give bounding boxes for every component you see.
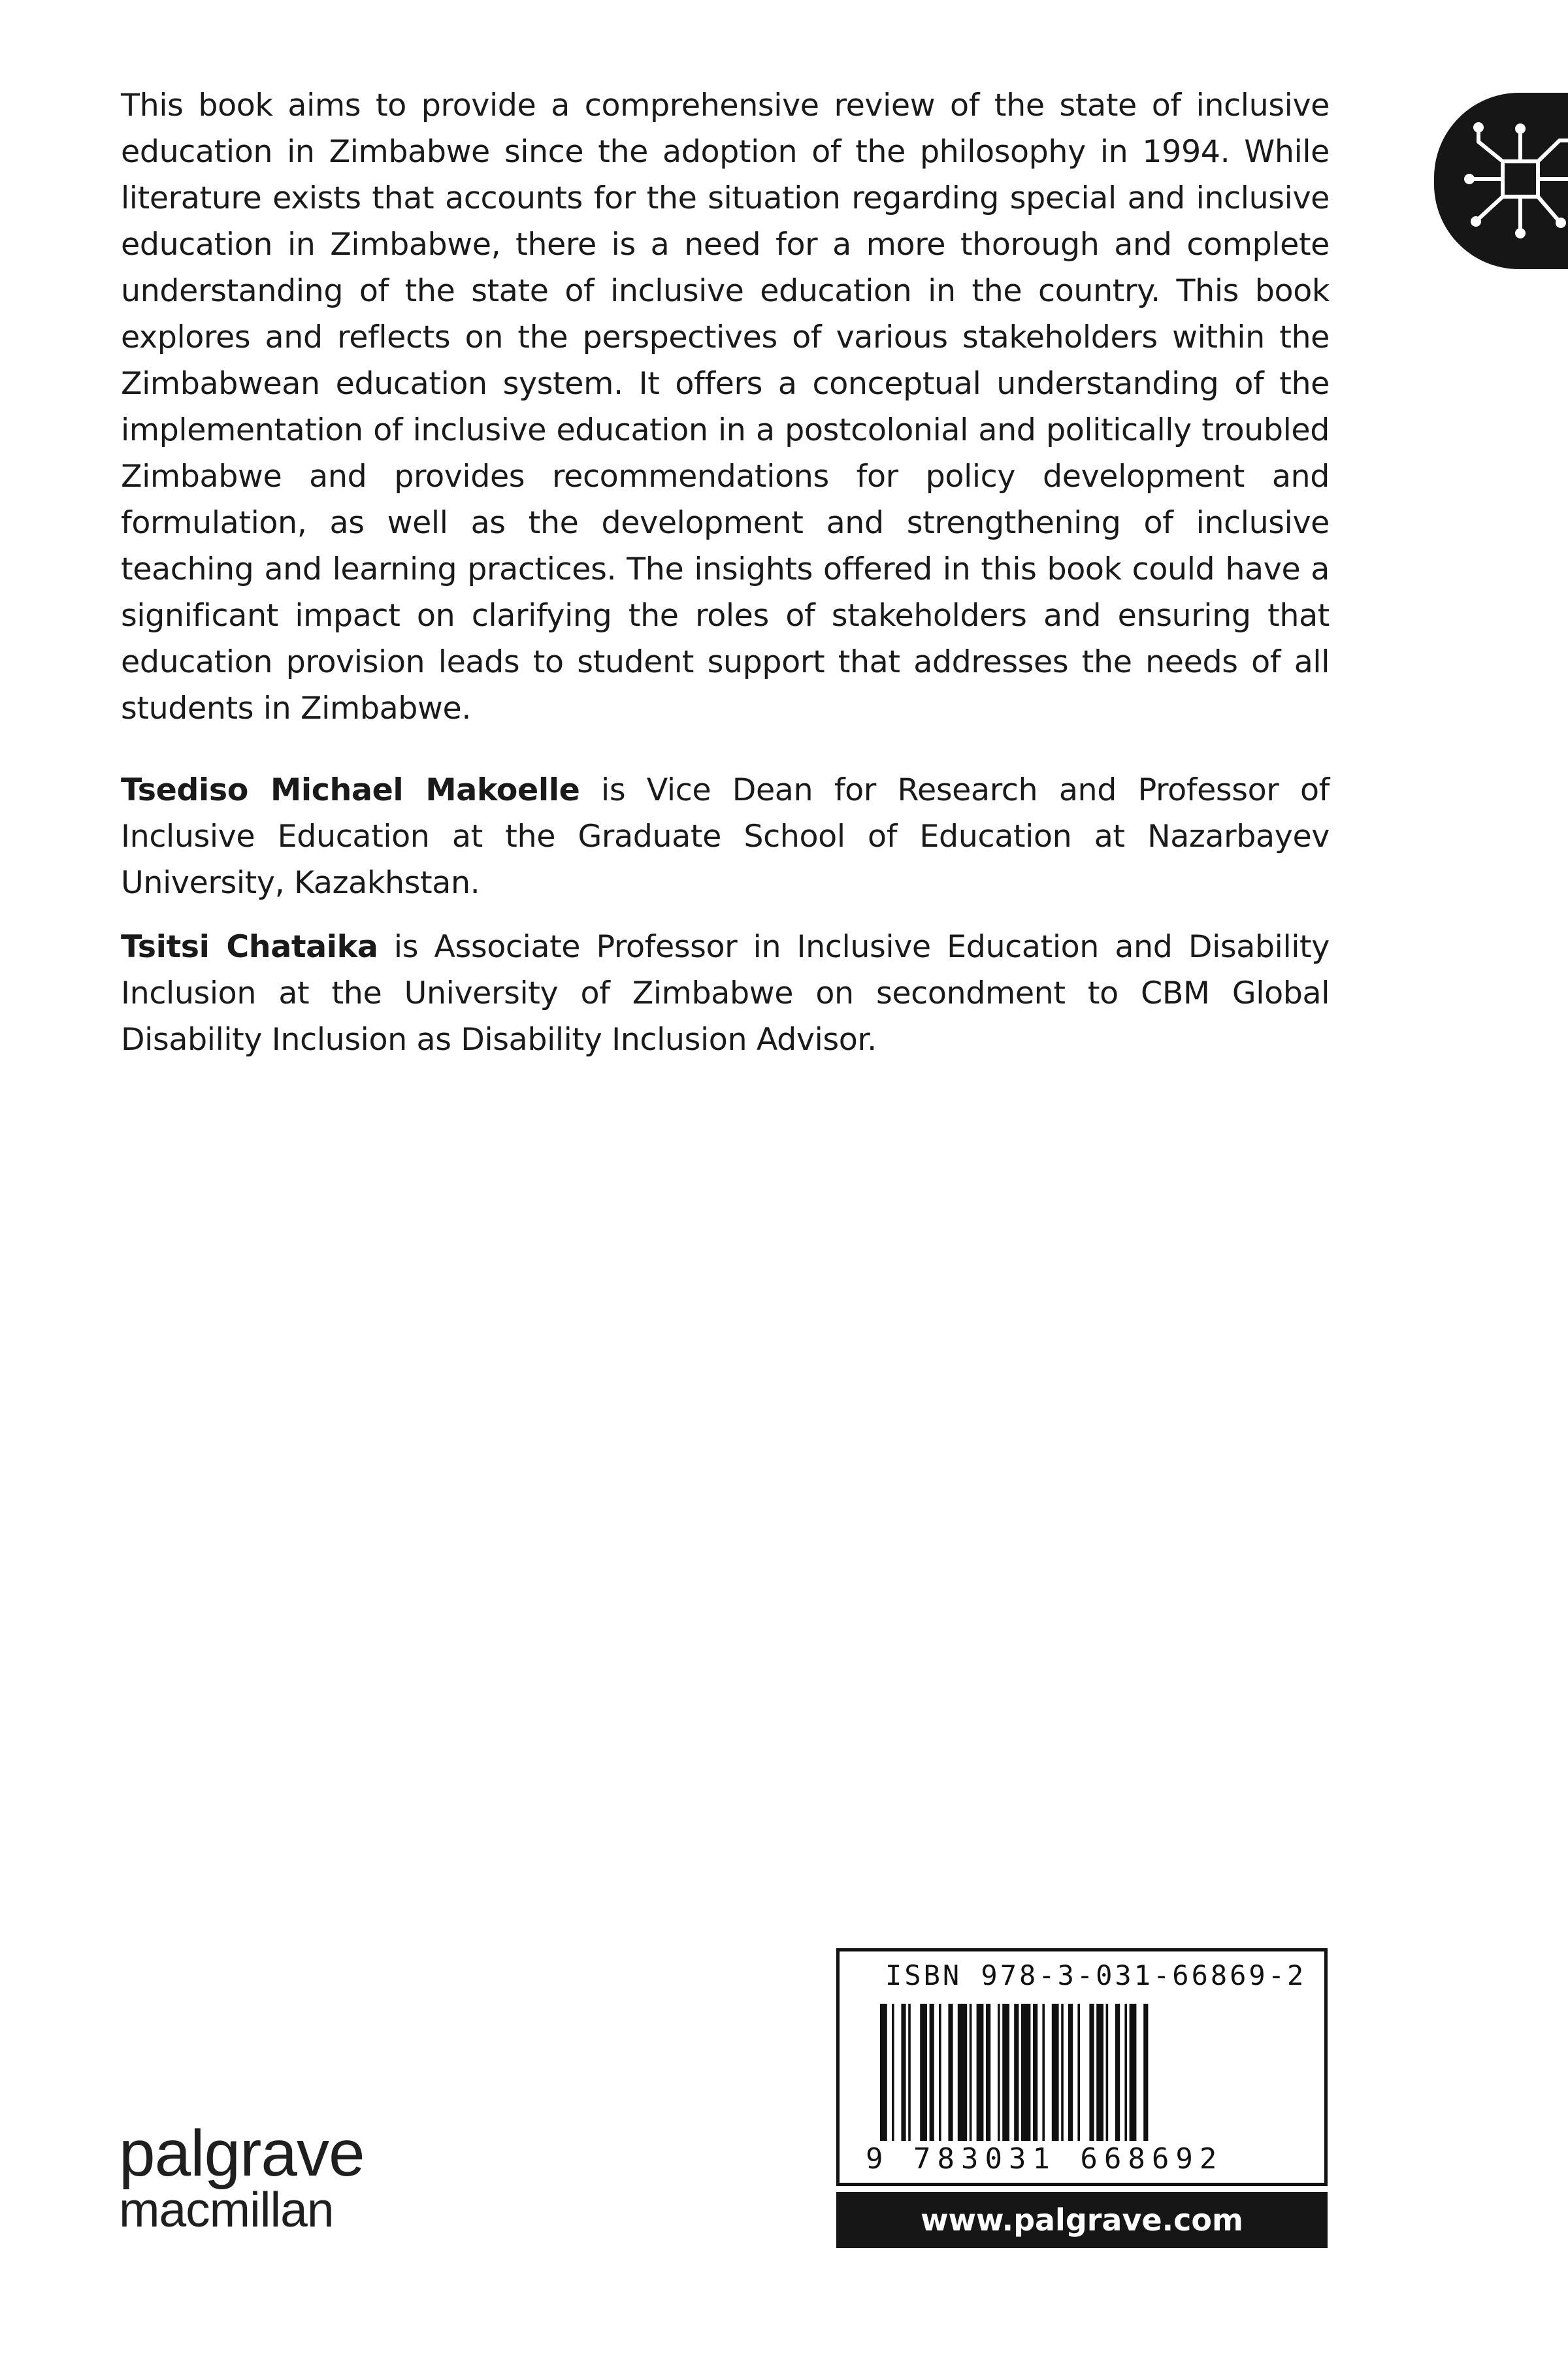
publisher-name-line2: macmillan (119, 2182, 334, 2237)
author-bio-text-2: is Associate Professor in Inclusive Education and Disability Inclusion at the University of Zimbabwe on secondment to CBM Global Disability Inclusion as Disability Inclusion Advisor. (121, 929, 1330, 1058)
isbn-label: ISBN 978-3-031-66869-2 (885, 1959, 1307, 1991)
barcode-bar (1106, 2004, 1109, 2141)
barcode-bar (892, 2004, 894, 2141)
barcode-bar (1042, 2004, 1045, 2141)
barcode-bar (1115, 2004, 1120, 2141)
barcode-bar (939, 2004, 941, 2141)
barcode-digits: 9 783031 668692 (866, 2142, 1224, 2176)
barcode-bar (986, 2004, 990, 2141)
barcode-bar (920, 2004, 927, 2141)
barcode-bar (998, 2004, 1000, 2141)
barcode-bar (908, 2004, 911, 2141)
author-name-2: Tsitsi Chataika (121, 929, 378, 965)
book-description: This book aims to provide a comprehensive review of the state of inclusive education in Zimbabwe since the adoption of the philosophy in 1994. While literature exists that accounts for the situation regarding special and inclusive education in Zimbabwe, there is a need for a more thorough and complete understanding of the state of inclusive education in the country. This book explores and reflects on the perspectives of various stakeholders within the Zimbabwean education system. It offers a conceptual understanding of the implementation of inclusive education in a postcolonial and politically troubled Zimbabwe and provides recommendations for policy development and formulation, as well as the development and strengthening of inclusive teaching and learning practices. The insights offered in this book could have a significant impact on clarifying the roles of stakeholders and ensuring that education provision leads to student support that addresses the needs of all students in Zimbabwe. (121, 88, 1330, 726)
barcode-bar (1061, 2004, 1064, 2141)
barcode-bar (901, 2004, 906, 2141)
barcode-bar (1002, 2004, 1009, 2141)
barcode-bar (930, 2004, 934, 2141)
author-bio-2 (121, 924, 1330, 1063)
isbn-barcode (836, 1948, 1328, 2186)
barcode-bar (1096, 2004, 1103, 2141)
barcode-bar (1033, 2004, 1037, 2141)
author-name-1: Tsediso Michael Makoelle (121, 772, 580, 808)
barcode-bar (1077, 2004, 1080, 2141)
barcode-bar (958, 2004, 967, 2141)
circuit-icon (1460, 116, 1568, 246)
barcode-bar (1089, 2004, 1094, 2141)
barcode-bar (970, 2004, 972, 2141)
publisher-logo (119, 2117, 365, 2237)
back-cover-text (121, 82, 1330, 1063)
barcode-bar (1143, 2004, 1148, 2141)
barcode-bar (1130, 2004, 1137, 2141)
publisher-name-line1: palgrave (119, 2117, 365, 2190)
publisher-url[interactable]: www.palgrave.com (836, 2192, 1328, 2248)
barcode-bars (880, 2004, 1285, 2141)
barcode-bar (1021, 2004, 1030, 2141)
author-bio-1 (121, 767, 1330, 906)
series-logo (1434, 93, 1568, 269)
barcode-bar (1124, 2004, 1127, 2141)
barcode-bar (977, 2004, 984, 2141)
author-bio-text-1: is Vice Dean for Research and Professor of Inclusive Education at the Graduate School of Education at Nazarbayev University, Kazakhstan. (121, 772, 1330, 901)
barcode-bar (1052, 2004, 1059, 2141)
barcode-bar (1014, 2004, 1019, 2141)
barcode-bar (1068, 2004, 1073, 2141)
barcode-bar (948, 2004, 953, 2141)
barcode-bar (880, 2004, 887, 2141)
